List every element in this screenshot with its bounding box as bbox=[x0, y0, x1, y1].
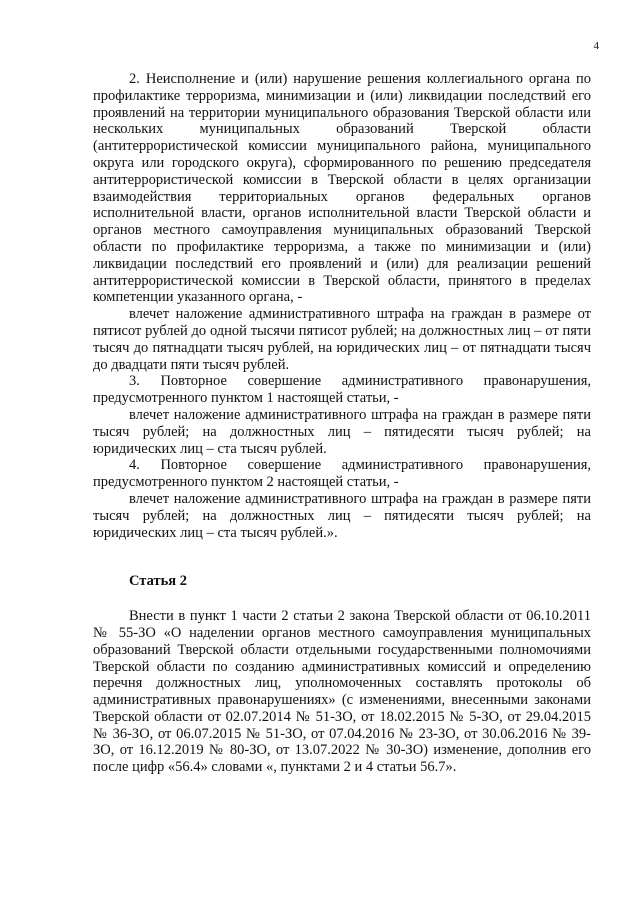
paragraph-item-4-penalty: влечет наложение административного штрафа на граждан в размере пяти тысяч рублей; на должностных лиц – пятидесяти тысяч рублей; на юридических лиц – ста тысяч рублей.». bbox=[93, 490, 591, 541]
page-number: 4 bbox=[593, 40, 599, 52]
paragraph-item-3-penalty: влечет наложение административного штрафа на граждан в размере пяти тысяч рублей; на должностных лиц – пятидесяти тысяч рублей; на юридических лиц – ста тысяч рублей. bbox=[93, 406, 591, 457]
paragraph-item-2-penalty: влечет наложение административного штрафа на граждан в размере от пятисот рублей до одной тысячи пятисот рублей; на должностных лиц – от пяти тысяч до пятнадцати тысяч рублей, на юридических лиц – от пятнадцати тысяч до двадцати пяти тысяч рублей. bbox=[93, 306, 591, 373]
article-2-heading: Статья 2 bbox=[129, 573, 187, 590]
paragraph-item-2: 2. Неисполнение и (или) нарушение решения коллегиального органа по профилактике терроризма, минимизации и (или) ликвидации последствий его проявлений на территории муниципального образования Тверской области или нескольких муниципальных образований Тверской области (антитеррористической комиссии муниципального района, муниципального округа или городского округа), сформированного по решению председателя антитеррористической комиссии в Тверской области в целях организации взаимодействия территориальных органов федеральных органов исполнительной власти, органов исполнительной власти Тверской области и органов местного самоуправления муниципальных образований Тверской области по профилактике терроризма, а также по минимизации и (или) ликвидации последствий его проявлений и (или) для реализации решений антитеррористической комиссии в Тверской области, принятого в пределах компетенции указанного органа, - bbox=[93, 71, 591, 306]
article-2-text: Внести в пункт 1 части 2 статьи 2 закона Тверской области от 06.10.2011 № 55-ЗО «О наделении органов местного самоуправления муниципальных образований Тверской области отдельными государственными полномочиями Тверской области по созданию административных комиссий и определению перечня должностных лиц, уполномоченных составлять протоколы об административных правонарушениях» (с изменениями, внесенными законами Тверской области от 02.07.2014 № 51-ЗО, от 18.02.2015 № 5-ЗО, от 29.04.2015 № 36-ЗО, от 06.07.2015 № 51-ЗО, от 07.04.2016 № 23-ЗО, от 30.06.2016 № 39-ЗО, от 16.12.2019 № 80-ЗО, от 13.07.2022 № 30-ЗО) изменение, дополнив его после цифр «56.4» словами «, пунктами 2 и 4 статьи 56.7». bbox=[93, 608, 591, 776]
paragraph-item-4: 4. Повторное совершение административного правонарушения, предусмотренного пунктом 2 настоящей статьи, - bbox=[93, 457, 591, 491]
paragraph-item-3: 3. Повторное совершение административного правонарушения, предусмотренного пунктом 1 настоящей статьи, - bbox=[93, 373, 591, 407]
document-body bbox=[93, 71, 591, 776]
